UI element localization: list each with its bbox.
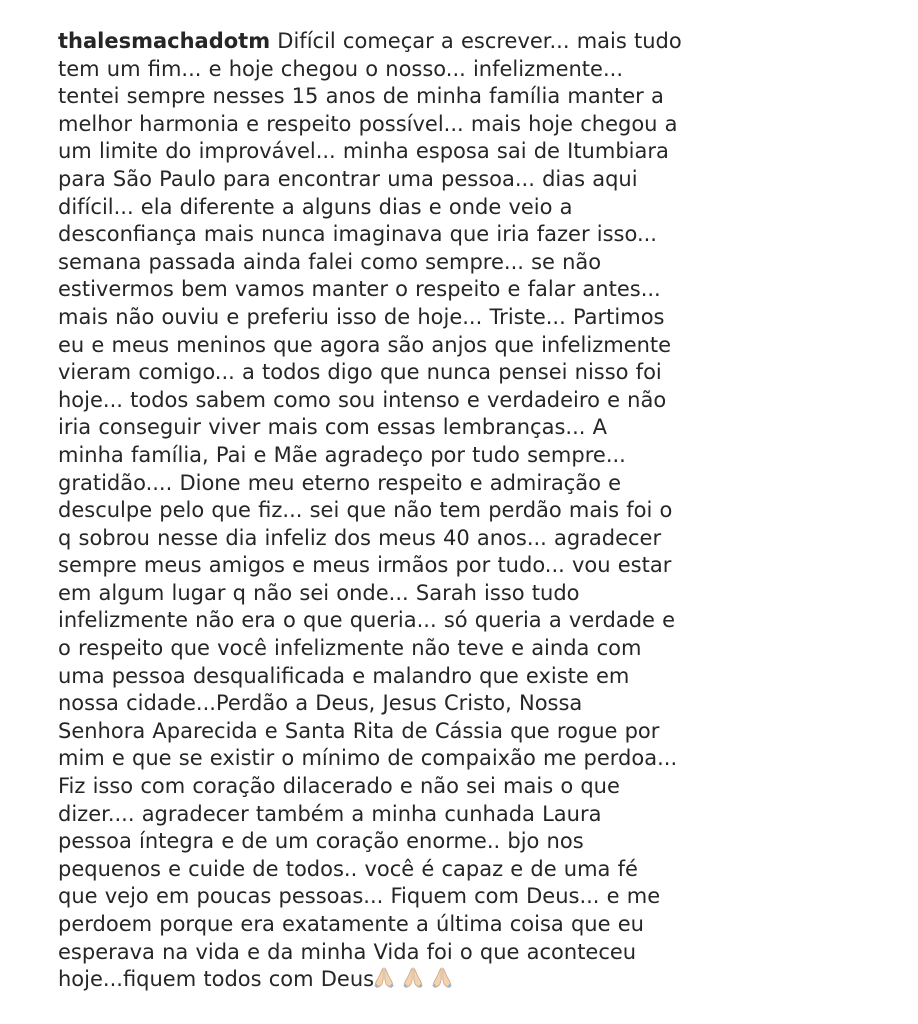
caption-line: mim e que se existir o mínimo de compaixão me perdoa... bbox=[58, 746, 678, 771]
caption-line: eu e meus meninos que agora são anjos que infelizmente bbox=[58, 332, 672, 357]
praying-hands-icon bbox=[403, 966, 423, 988]
caption-line: gratidão.... Dione meu eterno respeito e admiração e bbox=[58, 470, 622, 495]
caption-line: em algum lugar q não sei onde... Sarah isso tudo bbox=[58, 580, 580, 605]
caption-line: melhor harmonia e respeito possível... mais hoje chegou a bbox=[58, 111, 678, 136]
caption-line: tem um fim... e hoje chegou o nosso... infelizmente... bbox=[58, 56, 623, 81]
caption-text: Difícil começar a escrever... mais tudo bbox=[277, 29, 682, 53]
caption-line bbox=[58, 966, 878, 996]
caption-line bbox=[58, 28, 878, 56]
caption-line: hoje... todos sabem como sou intenso e verdadeiro e não bbox=[58, 387, 667, 412]
caption-line: pequenos e cuide de todos.. você é capaz e de uma fé bbox=[58, 856, 638, 881]
caption-line: um limite do improvável... minha esposa sai de Itumbiara bbox=[58, 139, 669, 164]
caption-line: o respeito que você infelizmente não teve e ainda com bbox=[58, 636, 642, 661]
caption-line: q sobrou nesse dia infeliz dos meus 40 anos... agradecer bbox=[58, 525, 662, 550]
caption-line: iria conseguir viver mais com essas lembranças... A bbox=[58, 415, 607, 440]
praying-hands-icon bbox=[432, 966, 452, 988]
emoji-group bbox=[374, 966, 454, 996]
caption-line: Senhora Aparecida e Santa Rita de Cássia que rogue por bbox=[58, 718, 660, 743]
caption-line: uma pessoa desqualificada e malandro que existe em bbox=[58, 663, 630, 688]
username-link[interactable]: thalesmachadotm bbox=[58, 29, 271, 53]
caption-line: esperava na vida e da minha Vida foi o que aconteceu bbox=[58, 939, 637, 964]
caption-line: mais não ouviu e preferiu isso de hoje... Triste... Partimos bbox=[58, 304, 665, 329]
caption-line: semana passada ainda falei como sempre... se não bbox=[58, 249, 602, 274]
caption-line: nossa cidade...Perdão a Deus, Jesus Cristo, Nossa bbox=[58, 691, 583, 716]
caption-line: estivermos bem vamos manter o respeito e falar antes... bbox=[58, 277, 661, 302]
caption-line: para São Paulo para encontrar uma pessoa... dias aqui bbox=[58, 166, 638, 191]
caption-line: que vejo em poucas pessoas... Fiquem com Deus... e me bbox=[58, 884, 661, 909]
caption-line: infelizmente não era o que queria... só queria a verdade e bbox=[58, 608, 676, 633]
caption-line: pessoa íntegra e de um coração enorme.. bjo nos bbox=[58, 829, 584, 854]
caption-line: sempre meus amigos e meus irmãos por tudo... vou estar bbox=[58, 553, 672, 578]
caption-line: Fiz isso com coração dilacerado e não sei mais o que bbox=[58, 774, 620, 799]
post-caption bbox=[58, 28, 878, 996]
caption-line: desculpe pelo que fiz... sei que não tem perdão mais foi o bbox=[58, 498, 673, 523]
caption-line: tentei sempre nesses 15 anos de minha família manter a bbox=[58, 84, 664, 109]
caption-text: hoje...fiquem todos com Deus bbox=[58, 967, 375, 992]
caption-line: perdoem porque era exatamente a última coisa que eu bbox=[58, 912, 644, 936]
caption-line: difícil... ela diferente a alguns dias e onde veio a bbox=[58, 194, 573, 219]
caption-line: vieram comigo... a todos digo que nunca pensei nisso foi bbox=[58, 360, 662, 385]
praying-hands-icon bbox=[374, 966, 394, 988]
caption-line: desconfiança mais nunca imaginava que iria fazer isso... bbox=[58, 222, 657, 247]
caption-line: minha família, Pai e Mãe agradeço por tudo sempre... bbox=[58, 442, 626, 467]
caption-line: dizer.... agradecer também a minha cunhada Laura bbox=[58, 801, 602, 826]
